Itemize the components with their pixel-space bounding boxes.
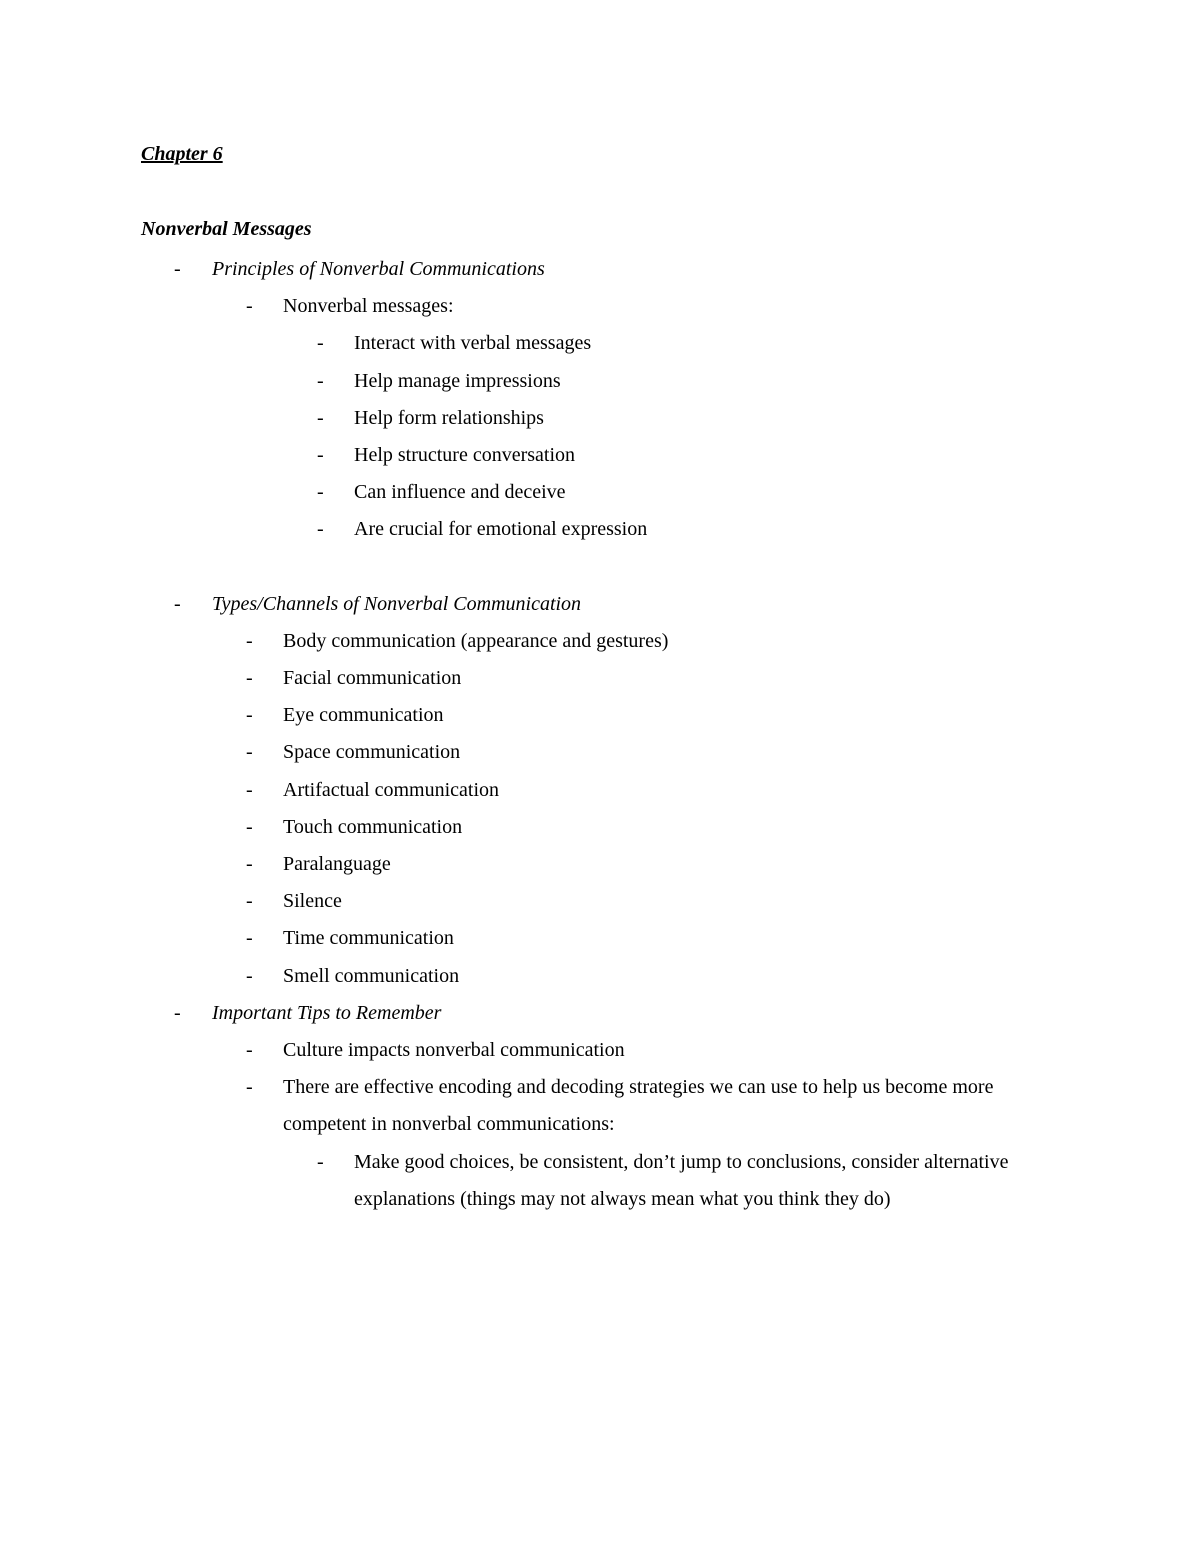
bullet-dash: -: [174, 258, 181, 280]
outline-item-types: [0, 586, 1200, 623]
bullet-dash: -: [317, 406, 324, 429]
principle-item: Interact with verbal messages: [354, 332, 592, 355]
list-item: [0, 1069, 1200, 1106]
bullet-dash: -: [246, 295, 253, 318]
principle-item: Help structure conversation: [354, 443, 576, 466]
type-item: Smell communication: [283, 964, 460, 987]
principles-subtitle: Nonverbal messages:: [283, 295, 454, 318]
bullet-dash: -: [174, 592, 181, 615]
list-item: [0, 437, 1200, 474]
type-item: Paralanguage: [283, 853, 391, 875]
outline-item-principles: [0, 251, 1200, 288]
section-heading: Nonverbal Messages: [141, 218, 312, 240]
tip-item-continuation: competent in nonverbal communications:: [283, 1113, 615, 1136]
list-item: [0, 660, 1200, 697]
list-item: [0, 734, 1200, 771]
list-item: [0, 400, 1200, 437]
list-item: [0, 772, 1200, 809]
principle-item: Can influence and deceive: [354, 481, 566, 504]
tip-item: Culture impacts nonverbal communication: [283, 1038, 625, 1061]
list-item: [0, 1032, 1200, 1069]
type-item: Time communication: [283, 927, 454, 950]
principle-item: Help manage impressions: [354, 369, 561, 392]
bullet-dash: -: [317, 481, 324, 504]
list-item: [0, 363, 1200, 400]
type-item: Artifactual communication: [283, 778, 500, 801]
list-item: [0, 1144, 1200, 1181]
tips-title: Important Tips to Remember: [212, 1001, 442, 1024]
bullet-dash: -: [174, 1001, 181, 1024]
type-item: Space communication: [283, 741, 461, 764]
chapter-title: Chapter 6: [141, 143, 223, 165]
list-item: [0, 883, 1200, 920]
type-item: Touch communication: [283, 815, 463, 838]
bullet-dash: -: [246, 927, 253, 950]
bullet-dash: -: [246, 778, 253, 801]
bullet-dash: -: [246, 629, 253, 652]
principle-item: Are crucial for emotional expression: [354, 518, 648, 541]
types-title: Types/Channels of Nonverbal Communication: [212, 592, 582, 615]
bullet-dash: -: [246, 1038, 253, 1061]
bullet-dash: -: [246, 741, 253, 764]
bullet-dash: -: [246, 1076, 253, 1099]
bullet-dash: -: [246, 964, 253, 987]
bullet-dash: -: [317, 332, 324, 355]
principles-title: Principles of Nonverbal Communications: [212, 258, 545, 280]
list-item: [0, 920, 1200, 957]
list-item-continuation: [0, 1181, 1200, 1218]
list-item: [0, 474, 1200, 511]
type-item: Silence: [283, 890, 342, 913]
list-item: [0, 623, 1200, 660]
principle-item: Help form relationships: [354, 406, 544, 429]
list-item: [0, 846, 1200, 883]
list-item: [0, 958, 1200, 995]
bullet-dash: -: [246, 704, 253, 727]
type-item: Eye communication: [283, 704, 444, 727]
bullet-dash: -: [246, 667, 253, 690]
outline-item-nonverbal-messages: [0, 288, 1200, 325]
list-item: [0, 697, 1200, 734]
blank-line: [0, 549, 1200, 586]
bullet-dash: -: [317, 369, 324, 392]
list-item: [0, 809, 1200, 846]
tip-sub-item-continuation: explanations (things may not always mean what you think they do): [354, 1187, 891, 1210]
list-item: [0, 511, 1200, 548]
bullet-dash: -: [246, 815, 253, 838]
tip-item: There are effective encoding and decoding strategies we can use to help us become more: [283, 1076, 994, 1099]
type-item: Body communication (appearance and gestures): [283, 629, 669, 652]
bullet-dash: -: [317, 518, 324, 541]
bullet-dash: -: [317, 1150, 324, 1173]
outline-item-tips: [0, 995, 1200, 1032]
outline: [0, 251, 1200, 1218]
type-item: Facial communication: [283, 667, 462, 690]
bullet-dash: -: [246, 890, 253, 913]
bullet-dash: -: [246, 853, 253, 875]
list-item-continuation: [0, 1106, 1200, 1143]
tip-sub-item: Make good choices, be consistent, don’t jump to conclusions, consider alternative: [354, 1150, 1009, 1173]
bullet-dash: -: [317, 443, 324, 466]
list-item: [0, 325, 1200, 362]
